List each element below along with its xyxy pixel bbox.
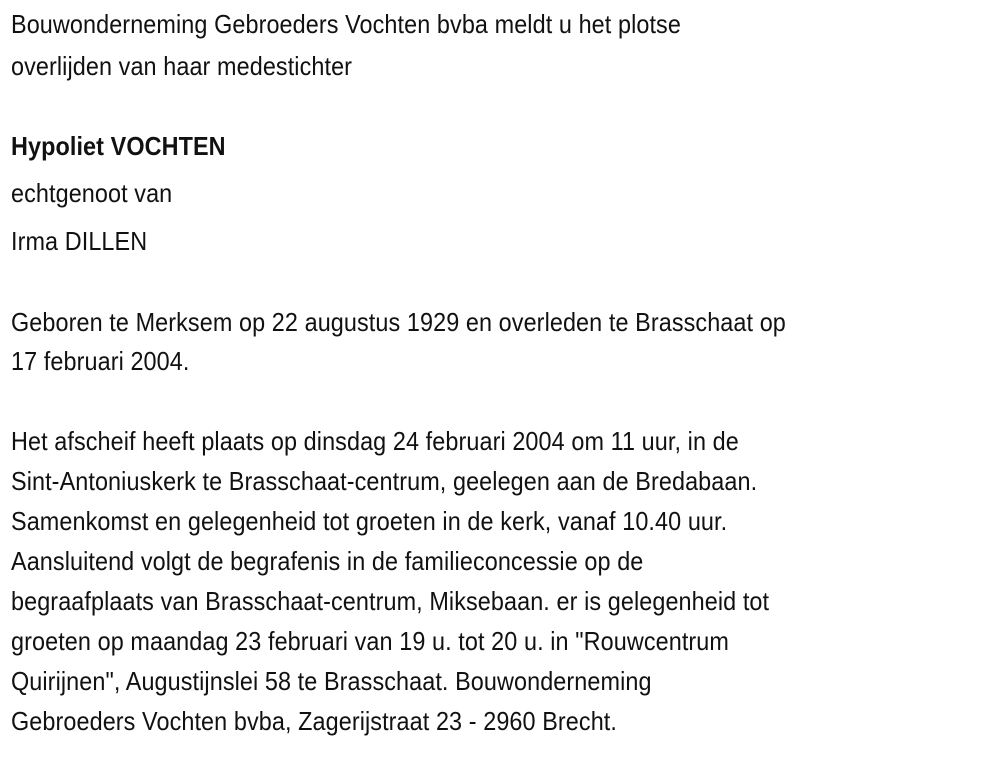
relation-label: echtgenoot van (11, 178, 173, 208)
intro-line-2: overlijden van haar medestichter (11, 51, 353, 81)
ceremony-line-7: Quirijnen", Augustijnslei 58 te Brasschaat. Bouwonderneming (11, 666, 652, 696)
ceremony-line-1: Het afscheif heeft plaats op dinsdag 24 februari 2004 om 11 uur, in de (11, 426, 739, 456)
intro-line-1: Bouwonderneming Gebroeders Vochten bvba meldt u het plotse (11, 9, 681, 39)
ceremony-line-4: Aansluitend volgt de begrafenis in de familieconcessie op de (11, 546, 644, 576)
ceremony-line-3: Samenkomst en gelegenheid tot groeten in de kerk, vanaf 10.40 uur. (11, 506, 728, 536)
ceremony-line-5: begraafplaats van Brasschaat-centrum, Miksebaan. er is gelegenheid tot (11, 586, 770, 616)
ceremony-line-8: Gebroeders Vochten bvba, Zagerijstraat 23 - 2960 Brecht. (11, 706, 617, 736)
deceased-name: Hypoliet VOCHTEN (11, 131, 226, 161)
spouse-name: Irma DILLEN (11, 226, 148, 256)
birth-death-line-1: Geboren te Merksem op 22 augustus 1929 en overleden te Brasschaat op (11, 307, 786, 337)
birth-death-line-2: 17 februari 2004. (11, 346, 190, 376)
ceremony-line-6: groeten op maandag 23 februari van 19 u. tot 20 u. in "Rouwcentrum (11, 626, 730, 656)
ceremony-line-2: Sint-Antoniuskerk te Brasschaat-centrum, geelegen aan de Bredabaan. (11, 466, 758, 496)
